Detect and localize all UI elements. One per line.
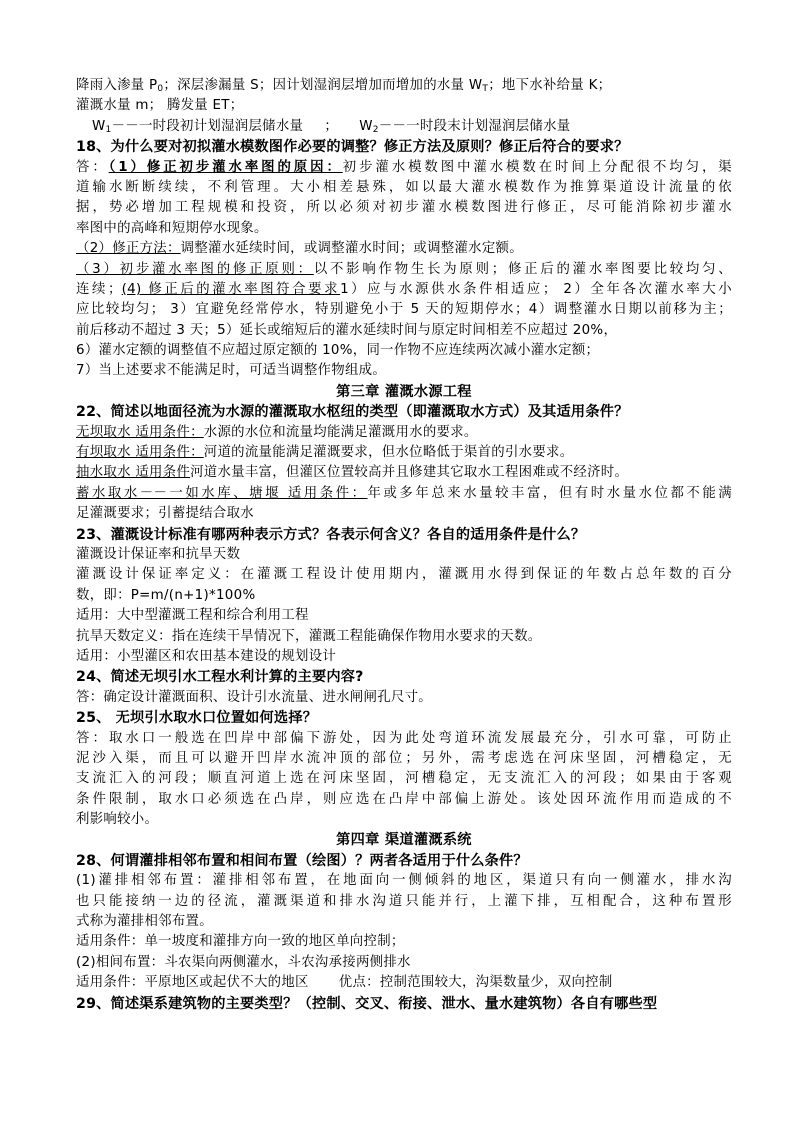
text-line: 据，势必增加工程规模和投资，所以必须对初步灌水模数图进行修正，尽可能消除初步灌水 (76, 200, 732, 216)
text-line: 灌溉水量 m； 腾发量 ET； (76, 98, 244, 114)
text-line: 降雨入渗量 $P_0$；深层渗漏量 S；因计划湿润层增加而增加的水量 $W_T$；地下水补给量 K； (76, 78, 612, 94)
document-page (76, 76, 732, 1014)
text-line: 数，即：P=m/(n+1)*100% (76, 587, 256, 603)
text-line: 泥沙入渠，而且可以避开凹岸水流冲顶的部位；另外，需考虑选在河床坚固，河槽稳定，无 (76, 750, 732, 766)
text-line: (1)灌排相邻布置：灌排相邻布置，在地面向一侧倾斜的地区，渠道只有向一侧灌水，排水沟 (76, 873, 732, 889)
text-line: 适用：大中型灌溉工程和综合利用工程 (76, 608, 309, 624)
text-line: 也只能接纳一边的径流，灌溉渠道和排水沟道只能并行，上灌下排，互相配合，这种布置形 (76, 893, 732, 909)
question-heading: 24、简述无坝引水工程水利计算的主要内容? (76, 669, 364, 686)
text-line: (2)相间布置：斗农渠向两侧灌水，斗农沟承接两侧排水 (76, 954, 411, 970)
text-line: 有坝取水 适用条件：河道的流量能满足灌溉要求，但水位略低于渠首的引水要求。 (76, 445, 574, 461)
question-heading: 18、为什么要对初拟灌水模数图作必要的调整？修正方法及原则？修正后符合的要求？ (76, 139, 629, 156)
text-line: （3）初步灌水率图的修正原则：以不影响作物生长为原则；修正后的灌水率图要比较均匀、 (76, 261, 732, 277)
text-line: 道输水断断续续，不利管理。大小相差悬殊，如以最大灌水模数作为推算渠道设计流量的依 (76, 179, 732, 195)
text-line: 抗旱天数定义：指在连续干旱情况下，灌溉工程能确保作物用水要求的天数。 (76, 628, 542, 644)
text-line: 连续；(4) 修正后的灌水率图符合要求1）应与水源供水条件相适应； 2）全年各次灌水率大小 (76, 281, 732, 297)
text-line: 灌溉设计保证率定义：在灌溉工程设计使用期内，灌溉用水得到保证的年数占总年数的百分 (76, 567, 732, 583)
text-line: 灌溉设计保证率和抗旱天数 (76, 546, 241, 562)
text-line: 应比较均匀； 3）宜避免经常停水，特别避免小于 5 天的短期停水；4）调整灌水日期以前移为主； (76, 302, 732, 318)
text-line: 适用条件：平原地区或起伏不大的地区 优点：控制范围较大，沟渠数量少，双向控制 (76, 975, 613, 991)
text-line: 足灌溉要求；引蓄提结合取水 (76, 506, 254, 522)
chapter-title: 第三章 灌溉水源工程 (336, 383, 472, 400)
text-line: 适用：小型灌区和农田基本建设的规划设计 (76, 648, 337, 664)
text-line: 6）灌水定额的调整值不应超过原定额的 10%，同一作物不应连续两次减小灌水定额； (76, 343, 600, 359)
question-heading: 29、简述渠系建筑物的主要类型？（控制、交叉、衔接、泄水、量水建筑物）各自有哪些型 (76, 995, 658, 1012)
text-line: 前后移动不超过 3 天；5）延长或缩短后的灌水延续时间与原定时间相差不应超过 20%， (76, 322, 618, 338)
text-line: 无坝取水 适用条件：水源的水位和流量均能满足灌溉用水的要求。 (76, 424, 478, 440)
text-line: 抽水取水 适用条件河道水量丰富，但灌区位置较高并且修建其它取水工程困难或不经济时。 (76, 465, 629, 481)
text-line: 蓄水取水－－一如水库、塘堰 适用条件：年或多年总来水量较丰富，但有时水量水位都不能满 (76, 485, 732, 501)
text-line: 支流汇入的河段；顺直河道上选在河床坚固，河槽稳定，无支流汇入的河段；如果由于客观 (76, 771, 732, 787)
text-line: 式称为灌排相邻布置。 (76, 914, 213, 930)
question-heading: 23、灌溉设计标准有哪两种表示方式？各表示何含义？各自的适用条件是什么？ (76, 526, 586, 543)
text-line: $W_1--$一时段初计划湿润层储水量 ； $W_2--$一时段末计划湿润层储水量 (92, 118, 571, 135)
text-line: 适用条件：单一坡度和灌排方向一致的地区单向控制； (76, 934, 405, 950)
text-line: 答：取水口一般选在凹岸中部偏下游处，因为此处弯道环流发展最充分，引水可靠，可防止 (76, 730, 732, 746)
question-heading: 25、 无坝引水取水口位置如何选择？ (76, 710, 318, 727)
text-line: 答：确定设计灌溉面积、设计引水流量、进水闸闸孔尺寸。 (76, 689, 432, 705)
text-line: （2）修正方法：调整灌水延续时间，或调整灌水时间；或调整灌水定额。 (76, 241, 523, 257)
question-heading: 28、何谓灌排相邻布置和相间布置（绘图）？两者各适用于什么条件？ (76, 852, 528, 869)
text-line: 条件限制，取水口必须选在凸岸，则应选在凸岸中部偏上游处。该处因环流作用而造成的不 (76, 791, 732, 807)
text-line: 利影响较小。 (76, 812, 159, 828)
text-line: 率图中的高峰和短期停水现象。 (76, 220, 268, 236)
text-line: 7）当上述要求不能满足时，可适当调整作物组成。 (76, 363, 387, 379)
text-line: 答：（1）修正初步灌水率图的原因：初步灌水模数图中灌水模数在时间上分配很不均匀，渠 (76, 159, 732, 175)
chapter-title: 第四章 渠道灌溉系统 (336, 832, 472, 849)
question-heading: 22、简述以地面径流为水源的灌溉取水枢纽的类型（即灌溉取水方式）及其适用条件？ (76, 404, 629, 421)
